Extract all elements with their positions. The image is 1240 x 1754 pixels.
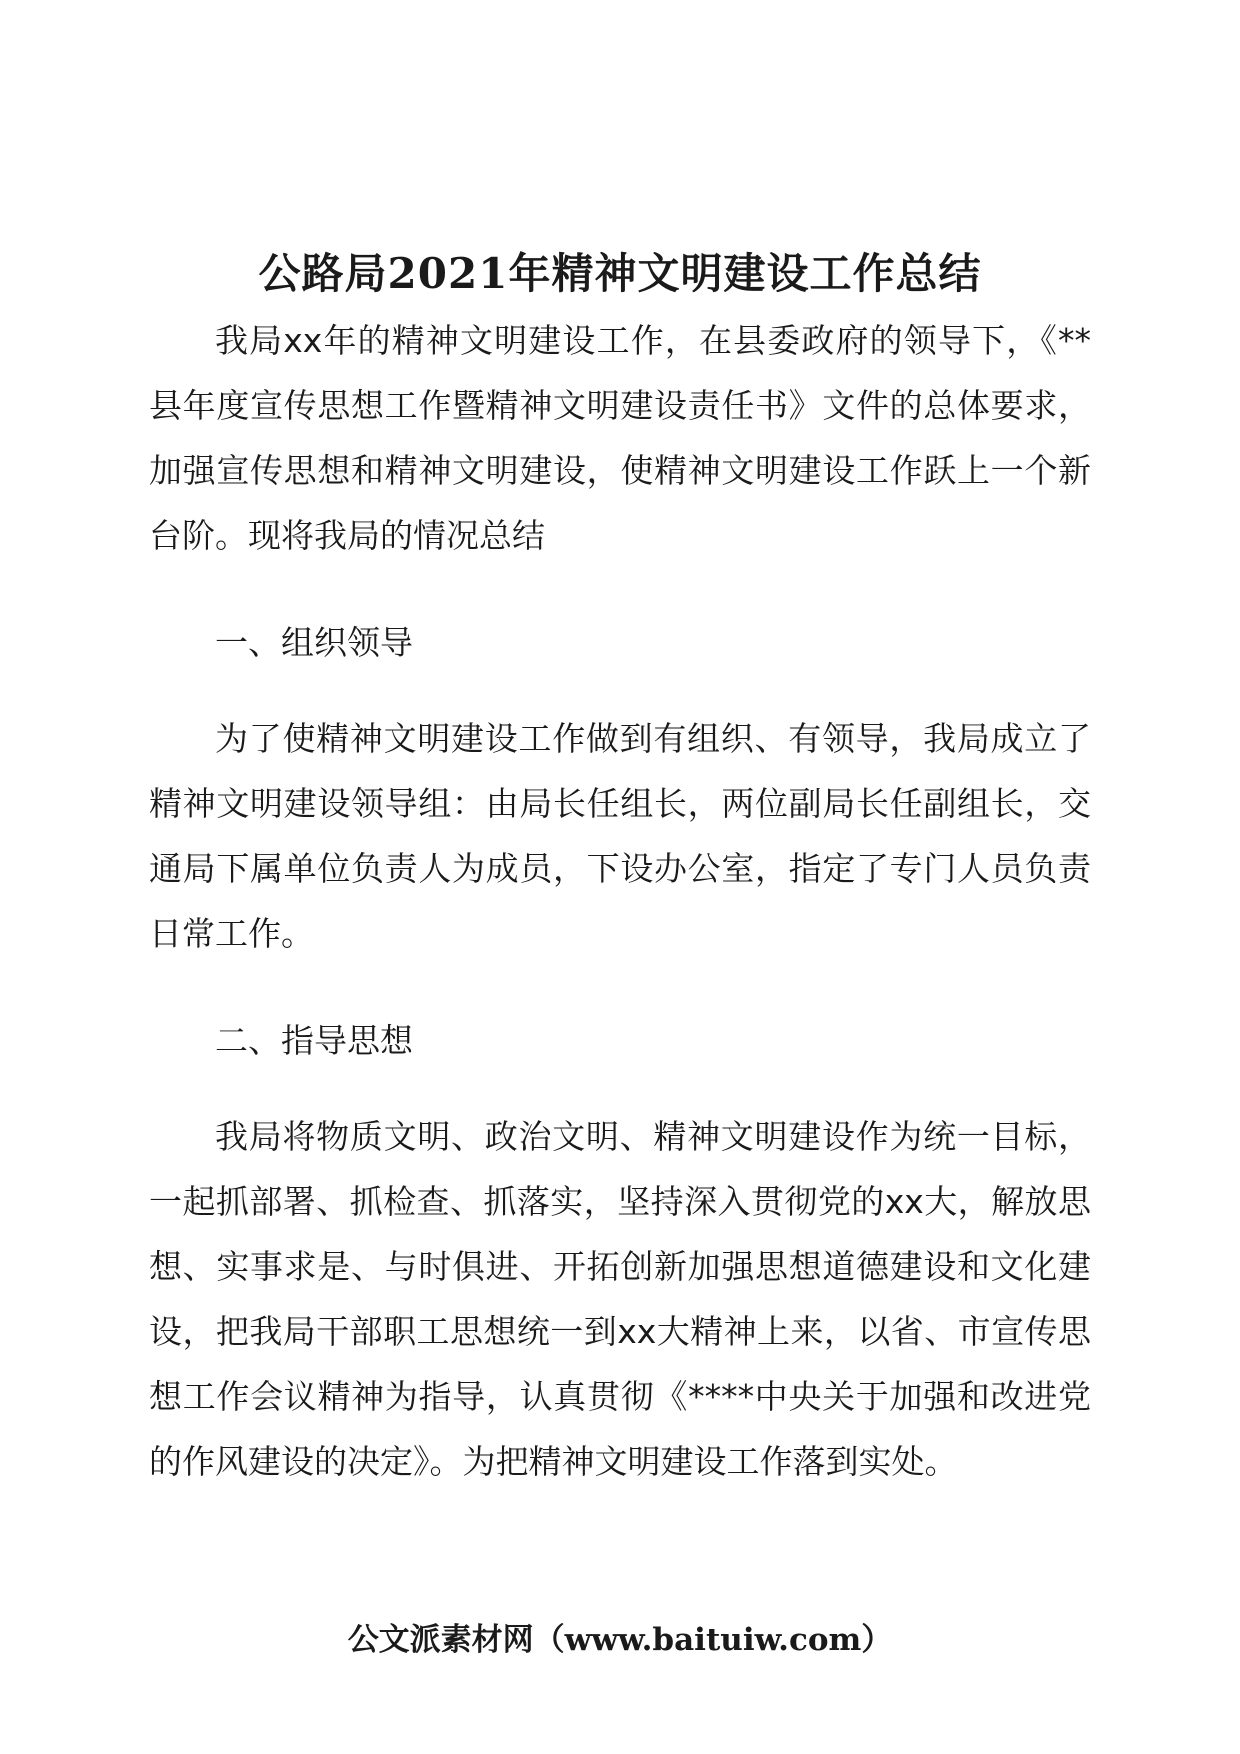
section-body-guiding-ideology: 我局将物质文明、政治文明、精神文明建设作为统一目标，一起抓部署、抓检查、抓落实，坚持深入贯彻党的xx大，解放思想、实事求是、与时俱进、开拓创新加强思想道德建设和文化建设，把我局干部职工思想统一到xx大精神上来，以省、市宣传思想工作会议精神为指导，认真贯彻《****中央关于加强和改进党的作风建设的决定》。为把精神文明建设工作落到实处。 — [149, 1117, 1091, 1481]
section-heading-guiding-ideology: 二、指导思想 — [215, 1021, 413, 1060]
intro-paragraph: 我局xx年的精神文明建设工作，在县委政府的领导下，《**县年度宣传思想工作暨精神文明建设责任书》文件的总体要求，加强宣传思想和精神文明建设，使精神文明建设工作跃上一个新台阶。现将我局的情况总结 — [149, 321, 1091, 555]
section-body-organization: 为了使精神文明建设工作做到有组织、有领导，我局成立了精神文明建设领导组：由局长任组长，两位副局长任副组长，交通局下属单位负责人为成员，下设办公室，指定了专门人员负责日常工作。 — [149, 719, 1091, 953]
section-heading-organization: 一、组织领导 — [215, 623, 413, 662]
document-title: 公路局2021年精神文明建设工作总结 — [258, 249, 982, 298]
source-footer: 公文派素材网（www.baituiw.com） — [347, 1622, 893, 1658]
